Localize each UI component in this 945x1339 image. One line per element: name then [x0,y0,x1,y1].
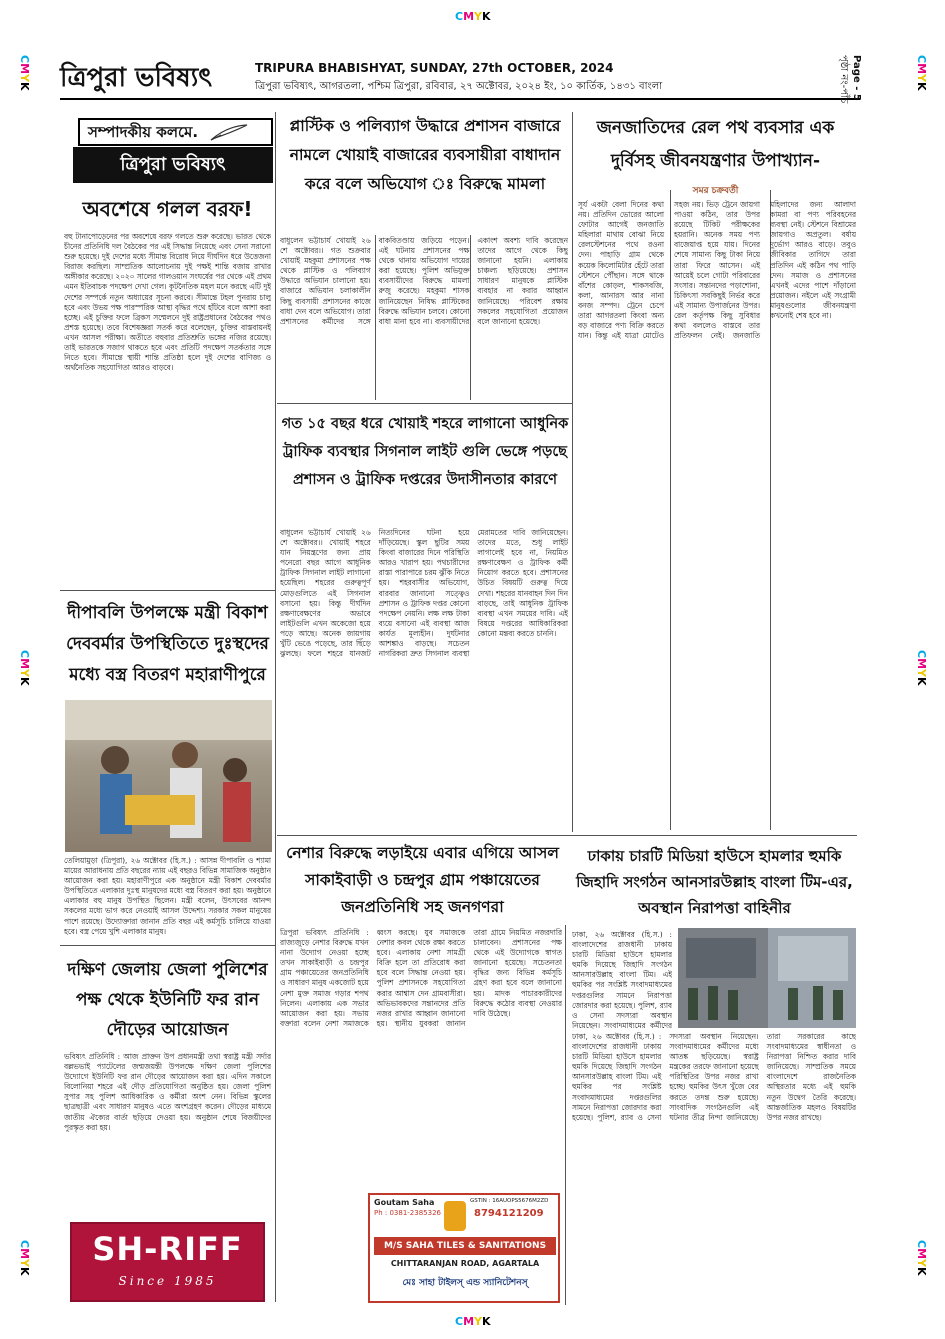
saha-phone: Ph : 0381-2385326 [374,1209,441,1217]
saha-product-icon [444,1201,466,1231]
dhaka-body: ঢাকা, ২৬ অক্টোবর (হি.স.) : বাংলাদেশের রাজধানী ঢাকায় চারটি মিডিয়া হাউসে হামলার হুমকি দিয়েছে জিহাদি সংগঠন আনসারউল্লাহ বাংলা টিম। এই হুমকির পর সংশ্লিষ্ট সংবাদমাধ্যমের দপ্তরগুলির সামনে নিরাপত্তা জোরদার করা হয়েছে। পুলিশ, র‍্যাব ও সেনা সদস্যরা অবস্থান নিয়েছেন। সংবাদমাধ্যমের কর্মীদের মধ্যে আতঙ্ক ছড়িয়েছে। স্বরাষ্ট্র মন্ত্রকের তরফে জানানো হয়েছে পরিস্থিতির উপর নজর রাখা হচ্ছে। হুমকির উৎস খুঁজে বের করতে তদন্ত শুরু হয়েছে। সাংবাদিক সংগঠনগুলি এই ঘটনার তীব্র নিন্দা জানিয়েছে। তারা সরকারের কাছে সংবাদমাধ্যমের স্বাধীনতা ও নিরাপত্তা নিশ্চিত করার দাবি জানিয়েছে। সাম্প্রতিক সময়ে বাংলাদেশে রাজনৈতিক অস্থিরতার মধ্যে এই হুমকি নতুন উদ্বেগ তৈরি করেছে। আন্তর্জাতিক মহলও বিষয়টির উপর নজর রাখছে। [572,1032,856,1122]
rail-body: সূর্য একটা বেলা দিনের কথা নয়। প্রতিদিন ভোরের আলো ফোটার আগেই জনজাতি মহিলারা মাথায় বোঝা নিয়ে রেলস্টেশনের পথে রওনা দেন। পাহাড়ি গ্রাম থেকে কয়েক কিলোমিটার হেঁটে তারা স্টেশনে পৌঁছান। সঙ্গে থাকে বাঁশের কোড়ল, শাকসবজি, কলা, আনারস আর নানা বনজ সম্পদ। ট্রেনে চেপে তারা আগরতলা কিংবা অন্য বড় বাজারে পণ্য বিক্রি করতে যান। কিন্তু এই যাত্রা মোটেও সহজ নয়। ভিড় ট্রেনে জায়গা পাওয়া কঠিন, তার উপর রয়েছে টিকিট পরীক্ষকের হয়রানি। অনেক সময় পণ্য বাজেয়াপ্ত হয়ে যায়। দিনের শেষে সামান্য কিছু টাকা নিয়ে তারা ফিরে আসেন। এই আয়েই চলে গোটা পরিবারের সংসার। সন্তানদের পড়াশোনা, চিকিৎসা সবকিছুই নির্ভর করে এই সামান্য উপার্জনের উপর। রেল কর্তৃপক্ষ কিছু সুবিধার কথা বললেও বাস্তবে তার প্রতিফলন নেই। জনজাতি মহিলাদের জন্য আলাদা কামরা বা পণ্য পরিবহনের ব্যবস্থা নেই। স্টেশনে বিশ্রামের জায়গাও অপ্রতুল। বর্ষায় দুর্ভোগ আরও বাড়ে। তবুও জীবিকার তাগিদে তারা প্রতিদিন এই কঠিন পথ পাড়ি দেন। সমাজ ও প্রশাসনের এখনই এদের পাশে দাঁড়ানো প্রয়োজন। নইলে এই সংগ্রামী মানুষগুলোর জীবনযন্ত্রণা কখনোই শেষ হবে না। [578,200,856,341]
saha-address: CHITTARANJAN ROAD, AGARTALA [390,1259,540,1268]
registration-mark-left-top: CMYK [18,55,31,91]
police-run-body: ভবিষ্যৎ প্রতিনিধি : আজ প্রাক্তন উপ প্রধানমন্ত্রী তথা স্বরাষ্ট্র মন্ত্রী সর্দার বল্লভভাই প্যাটেলের জন্মজয়ন্তী উপলক্ষে দক্ষিণ জেলা পুলিশের উদ্যোগে ইউনিটি ফর রান দৌড়ের আয়োজন করা হয়। এদিন সকালে বিলোনিয়া শহরে এই দৌড় প্রতিযোগিতা অনুষ্ঠিত হয়। জেলা পুলিশ সুপার সহ পুলিশ আধিকারিক ও কর্মীরা অংশ নেন। বিভিন্ন স্কুলের ছাত্রছাত্রী এবং সাধারণ মানুষও এতে অংশগ্রহণ করেন। দৌড়ের মাধ্যমে জাতীয় ঐক্যের বার্তা ছড়িয়ে দেওয়া হয়। অনুষ্ঠান শেষে বিজয়ীদের পুরস্কৃত করা হয়। [64,1052,271,1132]
editorial-brand-banner: ত্রিপুরা ভবিষ্যৎ [73,147,273,183]
dhaka-headline: ঢাকায় চারটি মিডিয়া হাউসে হামলার হুমকি জিহাদি সংগঠন আনসারউল্লাহ বাংলা টিম-এর, অবস্থান নিরাপত্তা বাহিনীর [576,847,853,917]
editorial-headline: অবশেষে গলল বরফ! [82,197,253,221]
shriff-since: Since 1985 [118,1274,217,1288]
drugs-body: ত্রিপুরা ভবিষ্যৎ প্রতিনিধি : রাজ্যজুড়ে নেশার বিরুদ্ধে যখন নানা উদ্যোগ নেওয়া হচ্ছে তখন সাকাইবাড়ী ও চন্দ্রপুর গ্রাম পঞ্চায়েতের জনপ্রতিনিধি ও সাধারণ মানুষ একজোট হয়ে নেশা মুক্ত সমাজ গড়ার শপথ নিলেন। এলাকায় এক সভার আয়োজন করা হয়। সভায় বক্তারা বলেন নেশা সমাজকে ধ্বংস করছে। যুব সমাজকে নেশার কবল থেকে রক্ষা করতে হবে। এলাকায় নেশা সামগ্রী বিক্রি হলে তা প্রতিরোধ করা হবে বলে সিদ্ধান্ত নেওয়া হয়। পুলিশ প্রশাসনকে সহযোগিতা করার আশ্বাস দেন গ্রামবাসীরা। অভিভাবকদের সন্তানদের প্রতি নজর রাখার আহ্বান জানানো হয়। স্থানীয় যুবকরা জানান তারা গ্রামে নিয়মিত নজরদারি চালাবেন। প্রশাসনের পক্ষ থেকে এই উদ্যোগকে স্বাগত জানানো হয়েছে। সচেতনতা বৃদ্ধির জন্য বিভিন্ন কর্মসূচি গ্রহণ করা হবে বলে জানানো হয়। মাদক পাচারকারীদের বিরুদ্ধে কঠোর ব্যবস্থা নেওয়ার দাবি উঠেছে। [280,928,562,1028]
masthead-bengali-dateline: ত্রিপুরা ভবিষ্যৎ, আগরতলা, পশ্চিম ত্রিপুরা, রবিবার, ২৭ অক্টোবর, ২০২৪ ইং, ১০ কার্তিক, ১৪৩১ বাংলা [255,81,663,92]
editorial-tag: সম্পাদকীয় কলমে. [78,118,273,146]
saha-business-name: M/S SAHA TILES & SANITATIONS [374,1237,556,1255]
rail-headline: জনজাতিদের রেল পথ ব্যবসার এক দুর্বিসহ জীবনযন্ত্রণার উপাখ্যান- [596,118,835,171]
page-number: Page - 5 পৃষ্ঠা নং-পাঁচ [838,55,862,104]
rail-byline: সমর চক্রবর্তী [692,186,739,196]
saha-gstin: GSTIN : 16AUOPS5676M2ZD [470,1198,549,1204]
saha-tiles-advertisement [368,1193,560,1303]
police-run-headline: দক্ষিণ জেলায় জেলা পুলিশের পক্ষ থেকে ইউনিটি ফর রান দৌড়ের আয়োজন [67,960,268,1040]
traffic-headline: গত ১৫ বছর ধরে খোয়াই শহরে লাগানো আধুনিক ট্রাফিক ব্যবস্থার সিগনাল লাইট গুলি ভেঙ্গে পড়ছে প্রশাসন ও ট্রাফিক দপ্তরের উদাসীনতার কারণে [281,416,569,488]
registration-mark-bottom: CMYK [455,1315,491,1328]
traffic-body: বাধুলেন ভট্টাচার্য খোয়াই ২৬ শে অক্টোবর।। খোয়াই শহরে যান নিয়ন্ত্রণের জন্য প্রায় পনেরো বছর আগে আধুনিক ট্রাফিক সিগনাল লাইট লাগানো হয়েছিল। শহরের গুরুত্বপূর্ণ মোড়গুলিতে এই সিগনাল বসানো হয়। কিন্তু দীর্ঘদিন রক্ষণাবেক্ষণের অভাবে লাইটগুলি এখন অকেজো হয়ে পড়ে আছে। অনেক জায়গায় খুঁটি ভেঙে পড়েছে, তার ছিঁড়ে ঝুলছে। ফলে শহরে যানজট নিত্যদিনের ঘটনা হয়ে দাঁড়িয়েছে। স্কুল ছুটির সময় কিংবা বাজারের দিনে পরিস্থিতি আরও খারাপ হয়। পথচারীদের রাস্তা পারাপারে চরম ঝুঁকি নিতে হয়। শহরবাসীর অভিযোগ, বারবার জানানো সত্ত্বেও প্রশাসন ও ট্রাফিক দপ্তর কোনো পদক্ষেপ নেয়নি। লক্ষ লক্ষ টাকা ব্যয়ে বসানো এই ব্যবস্থা আজ কার্যত মূল্যহীন। দুর্ঘটনার আশঙ্কাও বাড়ছে। সচেতন নাগরিকরা দ্রুত সিগনাল ব্যবস্থা মেরামতের দাবি জানিয়েছেন। তাদের মতে, শুধু লাইট লাগালেই হবে না, নিয়মিত রক্ষণাবেক্ষণ ও ট্রাফিক কর্মী নিয়োগ করতে হবে। প্রশাসনের উচিত বিষয়টি গুরুত্ব দিয়ে দেখা। শহরের যানবাহন দিন দিন বাড়ছে, তাই আধুনিক ট্রাফিক ব্যবস্থা এখন সময়ের দাবি। এই বিষয়ে দপ্তরের আধিকারিকরা কোনো মন্তব্য করতে চাননি। [280,528,568,659]
shriff-logo: SH-RIFF [92,1230,243,1268]
saha-mobile: 8794121209 [474,1208,544,1219]
registration-mark-top: CMYK [455,10,491,23]
plastic-body: বাধুলেন ভট্টাচার্য খোয়াই ২৬ শে অক্টোবর।। গত শুক্রবার খোয়াই মহকুমা প্রশাসনের পক্ষ থেকে প্লাস্টিক ও পলিব্যাগ উদ্ধারে অভিযান চালানো হয়। বাজারে অভিযান চলাকালীন কিছু ব্যবসায়ী প্রশাসনের কাজে বাধা দেন বলে অভিযোগ। তারা প্রশাসনের কর্মীদের সঙ্গে বাকবিতণ্ডায় জড়িয়ে পড়েন। এই ঘটনায় প্রশাসনের পক্ষ থেকে থানায় অভিযোগ দায়ের করা হয়েছে। পুলিশ অভিযুক্ত ব্যবসায়ীদের বিরুদ্ধে মামলা রুজু করেছে। মহকুমা শাসক জানিয়েছেন নিষিদ্ধ প্লাস্টিকের বিরুদ্ধে অভিযান চলবে। কোনো বাধা মানা হবে না। ব্যবসায়ীদের একাংশ অবশ্য দাবি করেছেন তাদের আগে থেকে কিছু জানানো হয়নি। এলাকায় চাঞ্চল্য ছড়িয়েছে। প্রশাসন সাধারণ মানুষকে প্লাস্টিক ব্যবহার না করার আহ্বান জানিয়েছে। পরিবেশ রক্ষায় সকলের সহযোগিতা প্রয়োজন বলে জানানো হয়েছে। [280,236,568,326]
masthead [60,55,860,100]
saha-person: Goutam Saha [374,1198,435,1207]
drugs-headline: নেশার বিরুদ্ধে লড়াইয়ে এবার এগিয়ে আসল সাকাইবাড়ী ও চন্দ্রপুর গ্রাম পঞ্চায়েতের জনপ্রতিনিধি সহ জনগণরা [286,844,559,916]
saha-bengali-name: মেঃ সাহা টাইলস্ এন্ড স্যানিটেশনস্ [402,1278,528,1288]
masthead-logo: ত্রিপুরা ভবিষ্যৎ [60,63,213,93]
registration-mark-right-bottom: CMYK [915,1240,928,1276]
diwali-headline: দীপাবলি উপলক্ষে মন্ত্রী বিকাশ দেববর্মার উপস্থিতিতে দুঃস্থদের মধ্যে বস্ত্র বিতরণ মহারাণীপুরে [66,603,269,685]
registration-mark-right-top: CMYK [915,55,928,91]
diwali-body: তেলিয়ামুড়া (ত্রিপুরা), ২৬ অক্টোবর (হি.স.) : আসন্ন দীপাবলি ও শ্যামা মায়ের আরাধনায় প্রতি বছরের ন্যায় এই বছরও বিভিন্ন সামাজিক অনুষ্ঠান আয়োজন করা হয়। মহারাণীপুরে এক অনুষ্ঠানে মন্ত্রী বিকাশ দেববর্মার উপস্থিতিতে এলাকার দুঃস্থ মানুষদের মধ্যে বস্ত্র বিতরণ করা হয়। অনুষ্ঠানে এলাকার বহু মানুষ উপস্থিত ছিলেন। মন্ত্রী বলেন, উৎসবের আনন্দ সকলের মধ্যে ভাগ করে নেওয়াই আসল উদ্দেশ্য। সরকার সকল মানুষের পাশে রয়েছে। উদ্যোক্তারা জানান প্রতি বছর এই কর্মসূচি চালিয়ে যাওয়া হবে। বস্ত্র পেয়ে খুশি এলাকার মানুষ। [64,856,271,936]
registration-mark-left-mid: CMYK [18,650,31,686]
plastic-headline: প্লাস্টিক ও পলিব্যাগ উদ্ধারে প্রশাসন বাজারে নামলে খোয়াই বাজারের ব্যবসায়ীরা বাধাদান করে বলে অভিযোগ ঃ বিরুদ্ধে মামলা [289,117,561,193]
masthead-english-dateline: TRIPURA BHABISHYAT, SUNDAY, 27th OCTOBER, 2024 [255,61,614,75]
diwali-event-photo [65,700,272,852]
dhaka-body-lead: ঢাকা, ২৬ অক্টোবর (হি.স.) : বাংলাদেশের রাজধানী ঢাকায় চারটি মিডিয়া হাউসে হামলার হুমকি দিয়েছে জিহাদি সংগঠন আনসারউল্লাহ বাংলা টিম। এই হুমকির পর সংশ্লিষ্ট সংবাদমাধ্যমের দপ্তরগুলির সামনে নিরাপত্তা জোরদার করা হয়েছে। পুলিশ, র‍্যাব ও সেনা সদস্যরা অবস্থান নিয়েছেন। সংবাদমাধ্যমের কর্মীদের [572,930,672,1030]
registration-mark-left-bottom: CMYK [18,1240,31,1276]
quill-pen-icon [209,124,249,142]
registration-mark-right-mid: CMYK [915,650,928,686]
shriff-advertisement [70,1222,265,1302]
editorial-body: বহু টানাপোড়েনের পর অবশেষে বরফ গলতে শুরু করেছে। ভারত থেকে চীনের প্রতিনিধি দল বৈঠকের পর এই সিদ্ধান্ত নিয়েছে এবং সেনা সরানো শুরু হয়েছে। দুই দেশের মধ্যে সীমান্ত বিরোধ নিয়ে দীর্ঘদিন ধরে উত্তেজনা বিরাজ করছিল। সাম্প্রতিক আলোচনায় দুই পক্ষই শান্তি বজায় রাখার অঙ্গীকার করেছে। ২০২০ সালের গালওয়ান সংঘর্ষের পর থেকে এই প্রথম এমন ইতিবাচক পদক্ষেপ দেখা গেল। কূটনৈতিক মহল মনে করছে এটি দুই দেশের সম্পর্কে নতুন অধ্যায়ের সূচনা করবে। সীমান্তে টহল পুনরায় চালু হবে এবং উভয় পক্ষ পারস্পরিক আস্থা বৃদ্ধির পথে হাঁটবে বলে আশা করা হচ্ছে। এই চুক্তির ফলে ব্রিকস সম্মেলনে দুই রাষ্ট্রপ্রধানের বৈঠকের পথও প্রশস্ত হয়েছে। তবে বিশেষজ্ঞরা সতর্ক করে বলেছেন, চুক্তির বাস্তবায়নই এখন আসল পরীক্ষা। অতীতে বহুবার প্রতিশ্রুতি ভঙ্গের নজির রয়েছে। তাই ভারতকে সজাগ থাকতে হবে এবং প্রতিটি পদক্ষেপ সতর্কতার সঙ্গে নিতে হবে। সীমান্তে স্থায়ী শান্তি প্রতিষ্ঠা হলে দুই দেশের বাণিজ্য ও অর্থনৈতিক সহযোগিতা আরও বাড়বে। [64,232,271,373]
dhaka-security-photo [678,928,856,1028]
